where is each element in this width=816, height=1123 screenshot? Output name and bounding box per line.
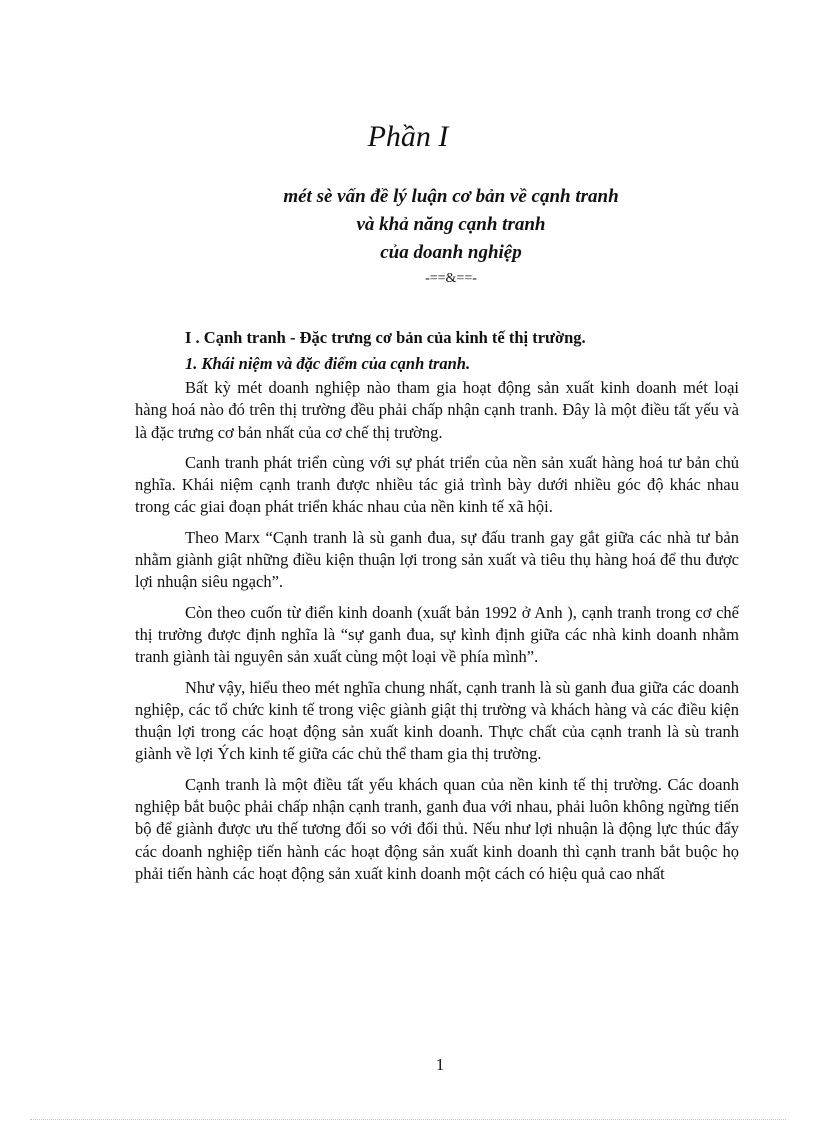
- subtitle-line: mét sè vấn đề lý luận cơ bản về cạnh tranh: [283, 186, 619, 207]
- subtitle-line: và khả năng cạnh tranh: [356, 214, 546, 235]
- part-title: Phần I: [367, 120, 449, 153]
- paragraph: Còn theo cuốn từ điển kinh doanh (xuất bản 1992 ở Anh ), cạnh tranh trong cơ chế thị trường được định nghĩa là “sự ganh đua, sự kình định giữa các nhà kinh doanh nhằm tranh giành tài nguyên sản xuất cùng một loại về phía mình”.: [135, 602, 739, 667]
- paragraph: Cạnh tranh là một điều tất yếu khách quan của nền kinh tế thị trường. Các doanh nghiệp bắt buộc phải chấp nhận cạnh tranh, ganh đua với nhau, phải luôn không ngừng tiến bộ để giành được ưu thế tương đối so với đối thủ. Nếu như lợi nhuận là động lực thúc đẩy các doanh nghiệp tiến hành các hoạt động sản xuất kinh doanh thì cạnh tranh bắt buộc họ phải tiến hành các hoạt động sản xuất kinh doanh một cách có hiệu quả cao nhất: [135, 774, 739, 883]
- paragraph: Canh tranh phát triển cùng với sự phát triển của nền sản xuất hàng hoá tư bản chủ nghĩa. Khái niệm cạnh tranh được nhiều tác giả trình bày dưới nhiều góc độ khác nhau trong các giai đoạn phát triển khác nhau của nền kinh tế xã hội.: [135, 452, 739, 517]
- paragraph: Bất kỳ mét doanh nghiệp nào tham gia hoạt động sản xuất kinh doanh mét loại hàng hoá nào đó trên thị trường đều phải chấp nhận cạnh tranh. Đây là một điều tất yếu và là đặc trưng cơ bản nhất của cơ chế thị trường.: [135, 378, 739, 442]
- body-text: [135, 377, 739, 893]
- paragraph: Như vậy, hiểu theo mét nghĩa chung nhất, cạnh tranh là sù ganh đua giữa các doanh nghiệp, các tổ chức kinh tế trong việc giành giật thị trường và khách hàng và các điều kiện thuận lợi trong các hoạt động sản xuất kinh doanh. Thực chất của cạnh tranh là sù tranh giành về lợi Ých kinh tế giữa các chủ thể tham gia thị trường.: [135, 677, 739, 764]
- section-heading: I . Cạnh tranh - Đặc trưng cơ bản của kinh tế thị trường.: [185, 328, 586, 347]
- page-number: 1: [435, 1055, 445, 1074]
- subtitle-line: của doanh nghiệp: [380, 242, 522, 263]
- chapter-subtitle: [0, 183, 816, 267]
- section-separator: -==&==-: [425, 271, 477, 286]
- paragraph: Theo Marx “Cạnh tranh là sù ganh đua, sự đấu tranh gay gắt giữa các nhà tư bản nhằm giành giật những điều kiện thuận lợi trong sản xuất và tiêu thụ hàng hoá để thu được lợi nhuận siêu ngạch”.: [135, 527, 739, 592]
- subsection-heading: 1. Khái niệm và đặc điểm của cạnh tranh.: [185, 354, 471, 373]
- page-bottom-divider: [30, 1119, 786, 1120]
